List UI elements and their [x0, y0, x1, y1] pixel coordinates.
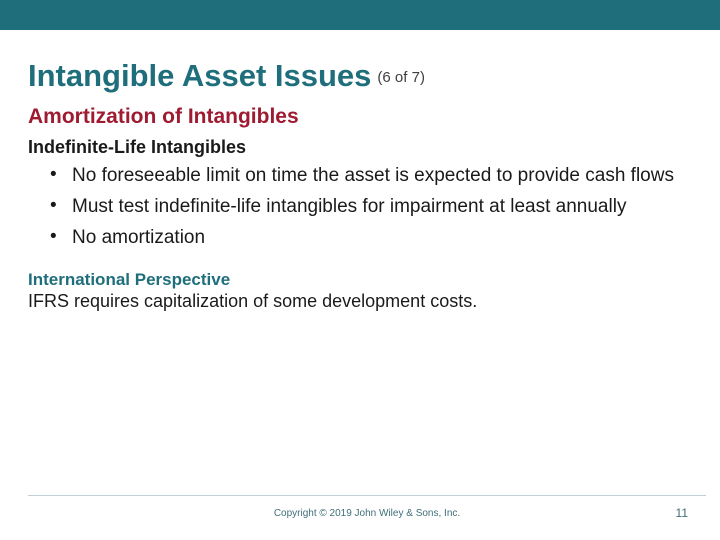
page-title [28, 60, 692, 93]
top-accent-bar [0, 0, 720, 30]
page-title-counter: (6 of 7) [377, 69, 425, 86]
slide-footer [28, 495, 706, 540]
slide-subtitle: Amortization of Intangibles [28, 104, 299, 128]
slide-content [0, 30, 720, 312]
page-number: 11 [675, 506, 688, 520]
bullet-list [28, 164, 692, 251]
international-perspective-text: IFRS requires capitalization of some development costs. [28, 291, 478, 312]
page-title-text: Intangible Asset Issues [28, 58, 372, 93]
copyright-text: Copyright © 2019 John Wiley & Sons, Inc. [273, 508, 461, 519]
list-item: • No amortization [46, 226, 692, 250]
list-item: • No foreseeable limit on time the asset is expected to provide cash flows [46, 164, 692, 188]
international-perspective-heading: International Perspective [28, 270, 231, 290]
list-item: • Must test indefinite-life intangibles for impairment at least annually [46, 195, 692, 219]
section-heading: Indefinite-Life Intangibles [28, 136, 247, 157]
